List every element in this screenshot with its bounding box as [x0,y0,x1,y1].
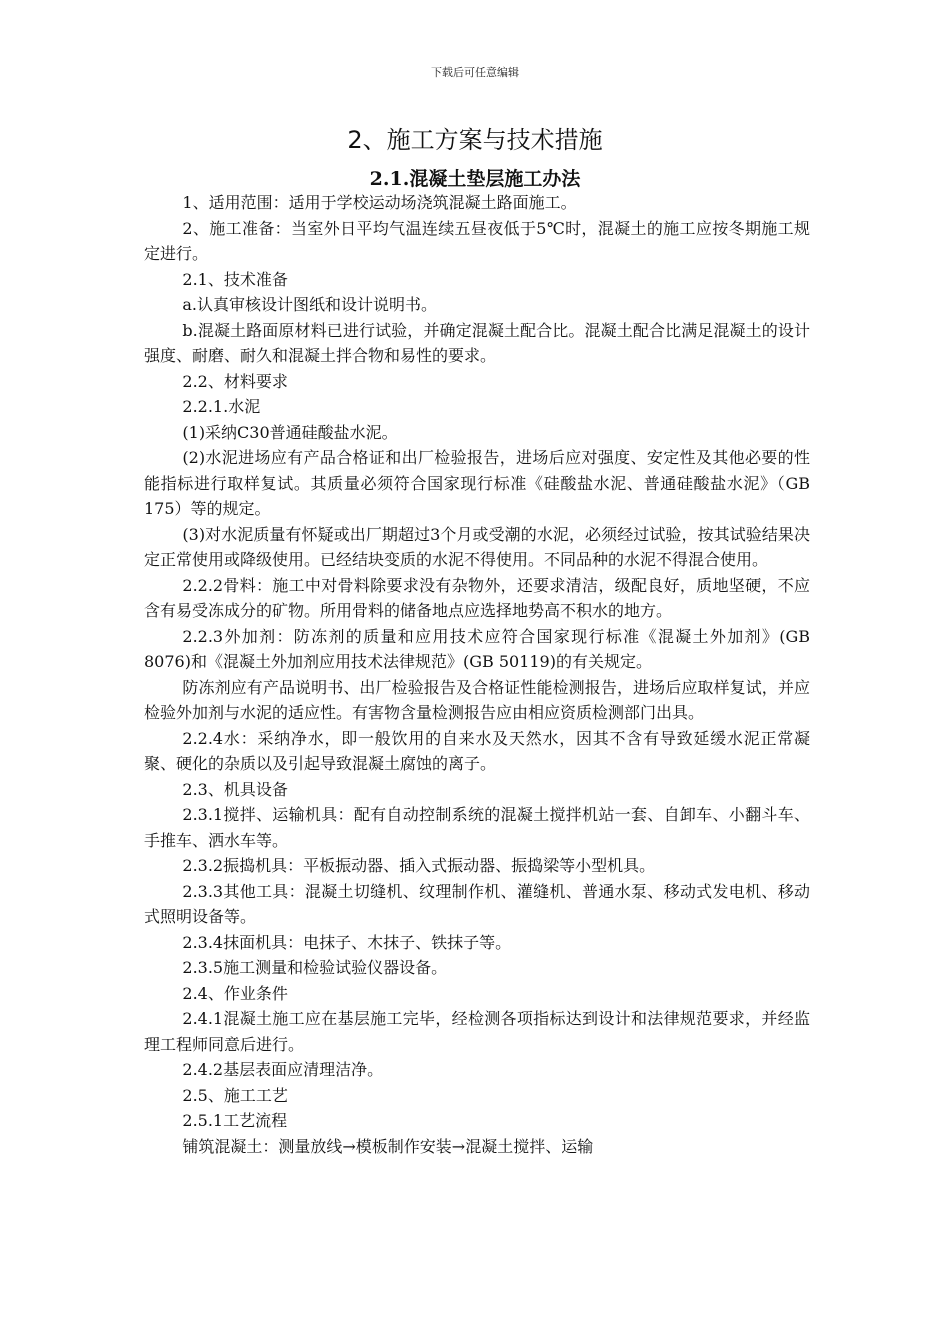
paragraph: 2.3、机具设备 [182,779,288,799]
paragraph: 2.2.1.水泥 [182,397,261,416]
paragraph: 2.4、作业条件 [182,983,288,1003]
paragraph: 2.3.4抹面机具：电抹子、木抹子、铁抹子等。 [182,932,512,952]
document-body [144,190,810,1159]
page-header: 下载后可任意编辑 [431,66,519,79]
paragraph: 1、适用范围：适用于学校运动场浇筑混凝土路面施工。 [182,193,577,212]
paragraph: 2.3.2振捣机具：平板振动器、插入式振动器、振捣梁等小型机具。 [182,856,656,875]
paragraph: 2.3.5施工测量和检验试验仪器设备。 [182,958,448,977]
paragraph: 2.5、施工工艺 [182,1085,288,1105]
paragraph: (2)水泥进场应有产品合格证和出厂检验报告，进场后应对强度、安定性及其他必要的性能指标进行取样复试。其质量必须符合国家现行标准《硅酸盐水泥、普通硅酸盐水泥》（GB 175）等的规定。 [144,448,810,518]
section-title: 2、施工方案与技术措施 [347,126,603,154]
subsection-title: 2.1.混凝土垫层施工办法 [369,168,581,190]
paragraph: a.认真审核设计图纸和设计说明书。 [182,295,438,314]
paragraph: (3)对水泥质量有怀疑或出厂期超过3个月或受潮的水泥，必须经过试验，按其试验结果决定正常使用或降级使用。已经结块变质的水泥不得使用。不同品种的水泥不得混合使用。 [144,524,810,569]
paragraph: 防冻剂应有产品说明书、出厂检验报告及合格证性能检测报告，进场后应取样复试，并应检验外加剂与水泥的适应性。有害物含量检测报告应由相应资质检测部门出具。 [144,677,810,722]
paragraph: 2.2.2骨料：施工中对骨料除要求没有杂物外，还要求清洁，级配良好，质地坚硬，不应含有易受冻成分的矿物。所用骨料的储备地点应选择地势高不积水的地方。 [144,575,810,620]
paragraph: (1)采纳C30普通硅酸盐水泥。 [182,422,398,442]
paragraph: 2.2、材料要求 [182,371,288,391]
paragraph: 2.5.1工艺流程 [182,1111,288,1130]
paragraph: 2.4.2基层表面应清理洁净。 [182,1060,384,1079]
paragraph: b.混凝土路面原材料已进行试验，并确定混凝土配合比。混凝土配合比满足混凝土的设计强度、耐磨、耐久和混凝土拌合物和易性的要求。 [144,320,810,365]
paragraph: 2.2.4水：采纳净水，即一般饮用的自来水及天然水，因其不含有导致延缓水泥正常凝聚、硬化的杂质以及引起导致混凝土腐蚀的离子。 [144,728,810,773]
paragraph: 2.1、技术准备 [182,269,288,289]
paragraph: 2.2.3外加剂：防冻剂的质量和应用技术应符合国家现行标准《混凝土外加剂》(GB 8076)和《混凝土外加剂应用技术法律规范》(GB 50119)的有关规定。 [144,626,810,671]
paragraph: 2.3.1搅拌、运输机具：配有自动控制系统的混凝土搅拌机站一套、自卸车、小翻斗车、手推车、洒水车等。 [144,805,810,850]
paragraph: 铺筑混凝土：测量放线→模板制作安装→混凝土搅拌、运输 [182,1136,594,1156]
paragraph: 2、施工准备：当室外日平均气温连续五昼夜低于5℃时，混凝土的施工应按冬期施工规定进行。 [144,218,810,263]
paragraph: 2.4.1混凝土施工应在基层施工完毕，经检测各项指标达到设计和法律规范要求，并经监理工程师同意后进行。 [144,1009,810,1054]
paragraph: 2.3.3其他工具：混凝土切缝机、纹理制作机、灌缝机、普通水泵、移动式发电机、移动式照明设备等。 [144,881,810,926]
